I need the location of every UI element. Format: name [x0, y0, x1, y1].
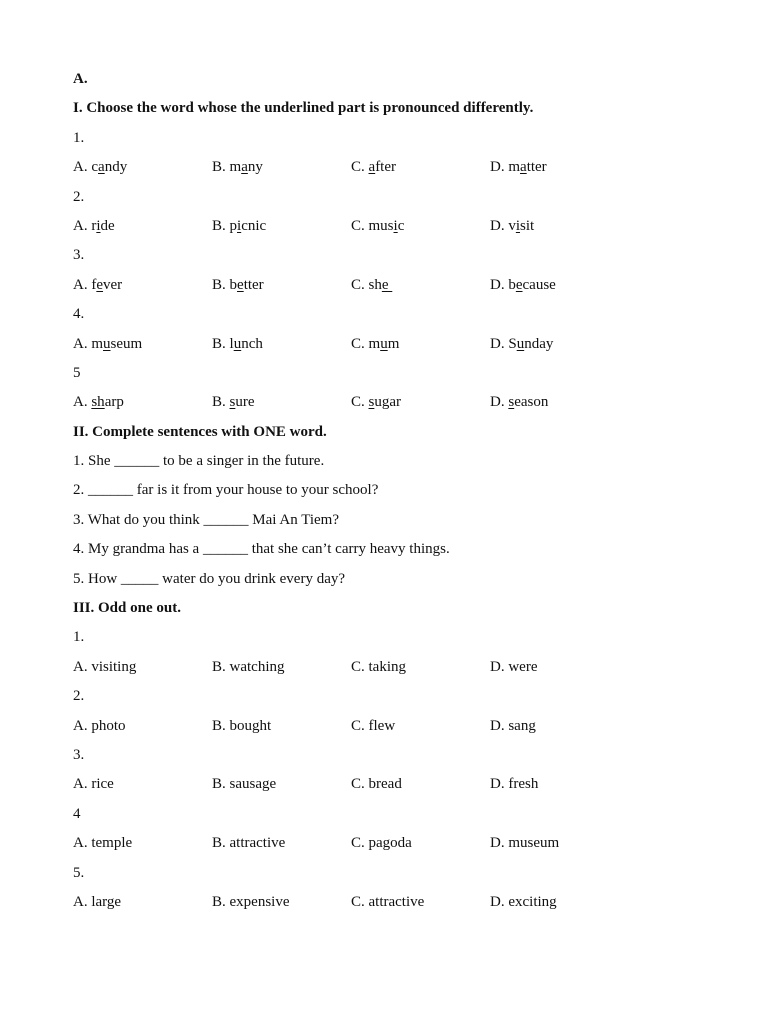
underlined-part: i	[237, 217, 242, 234]
underlined-part: e	[381, 276, 393, 293]
options-row	[73, 153, 713, 182]
options-row	[73, 712, 713, 741]
sentence-item: 2. ______ far is it from your house to your school?	[73, 482, 379, 499]
sentence-item: 3. What do you think ______ Mai An Tiem?	[73, 511, 339, 528]
option-d: D. sang	[490, 717, 536, 734]
option-d: D. visit	[490, 217, 535, 234]
option-a: A. museum	[73, 335, 143, 352]
question-number: 1.	[73, 129, 85, 146]
option-d: D. matter	[490, 159, 547, 176]
option-d: D. Sunday	[490, 335, 554, 352]
option-a: A. visiting	[73, 658, 137, 675]
option-b: B. expensive	[212, 893, 290, 910]
question-number: 4.	[73, 306, 85, 323]
worksheet-header: A.	[73, 71, 88, 87]
underlined-part: a	[368, 159, 376, 176]
underlined-part: i	[96, 217, 101, 234]
sentence-item: 1. She ______ to be a singer in the future.	[73, 453, 325, 470]
question-number: 5.	[73, 864, 85, 881]
options-row	[73, 888, 713, 917]
option-c: C. music	[351, 217, 405, 234]
underlined-part: e	[515, 276, 523, 293]
option-a: A. rice	[73, 776, 114, 793]
option-a: A. fever	[73, 276, 123, 293]
option-b: B. bought	[212, 717, 272, 734]
option-d: D. exciting	[490, 893, 557, 910]
options-row	[73, 653, 713, 682]
worksheet	[73, 65, 713, 917]
underlined-part: s	[368, 394, 375, 411]
option-a: A. sharp	[73, 394, 124, 411]
option-b: B. many	[212, 159, 263, 176]
underlined-part: i	[393, 217, 398, 234]
options-row	[73, 330, 713, 359]
option-c: C. after	[351, 159, 397, 176]
underlined-part: u	[380, 335, 388, 352]
option-c: C. pagoda	[351, 835, 412, 852]
question-number: 3.	[73, 746, 85, 763]
option-d: D. season	[490, 394, 549, 411]
question-number: 2.	[73, 188, 85, 205]
option-d: D. fresh	[490, 776, 539, 793]
question-number: 2.	[73, 688, 85, 705]
underlined-part: s	[508, 394, 515, 411]
question-number: 1.	[73, 629, 85, 646]
option-b: B. better	[212, 276, 264, 293]
question-number: 5	[73, 364, 81, 381]
underlined-part: u	[233, 335, 242, 352]
option-b: B. lunch	[212, 335, 263, 352]
underlined-part: e	[237, 276, 244, 293]
option-a: A. large	[73, 893, 122, 910]
option-c: C. flew	[351, 717, 396, 734]
underlined-part: u	[516, 335, 525, 352]
option-b: B. picnic	[212, 217, 267, 234]
option-a: A. ride	[73, 217, 115, 234]
option-d: D. museum	[490, 835, 560, 852]
option-c: C. sugar	[351, 394, 402, 411]
options-row	[73, 271, 713, 300]
section-1-title: I. Choose the word whose the underlined part is pronounced differently.	[73, 100, 534, 117]
section-3-title: III. Odd one out.	[73, 600, 181, 617]
option-d: D. were	[490, 658, 538, 675]
question-number: 4	[73, 805, 81, 822]
option-a: A. candy	[73, 159, 128, 176]
options-row	[73, 388, 713, 417]
option-a: A. photo	[73, 717, 126, 734]
option-b: B. sausage	[212, 776, 277, 793]
option-c: C. she	[351, 276, 393, 293]
option-b: B. watching	[212, 658, 285, 675]
underlined-part: s	[229, 394, 236, 411]
option-d: D. because	[490, 276, 556, 293]
option-b: B. sure	[212, 394, 255, 411]
option-c: C. attractive	[351, 893, 425, 910]
section-2-title: II. Complete sentences with ONE word.	[73, 423, 327, 440]
underlined-part: sh	[91, 394, 105, 411]
question-number: 3.	[73, 247, 85, 264]
underlined-part: u	[103, 335, 111, 352]
underlined-part: a	[98, 159, 105, 176]
sentence-item: 5. How _____ water do you drink every day?	[73, 570, 346, 587]
option-c: C. mum	[351, 335, 400, 352]
option-c: C. bread	[351, 776, 402, 793]
options-row	[73, 770, 713, 799]
options-row	[73, 829, 713, 858]
underlined-part: e	[96, 276, 104, 293]
option-a: A. temple	[73, 835, 133, 852]
sentence-item: 4. My grandma has a ______ that she can’t carry heavy things.	[73, 541, 450, 558]
options-row	[73, 212, 713, 241]
option-b: B. attractive	[212, 835, 286, 852]
underlined-part: a	[520, 159, 527, 176]
underlined-part: i	[515, 217, 521, 234]
option-c: C. taking	[351, 658, 406, 675]
underlined-part: a	[241, 159, 248, 176]
